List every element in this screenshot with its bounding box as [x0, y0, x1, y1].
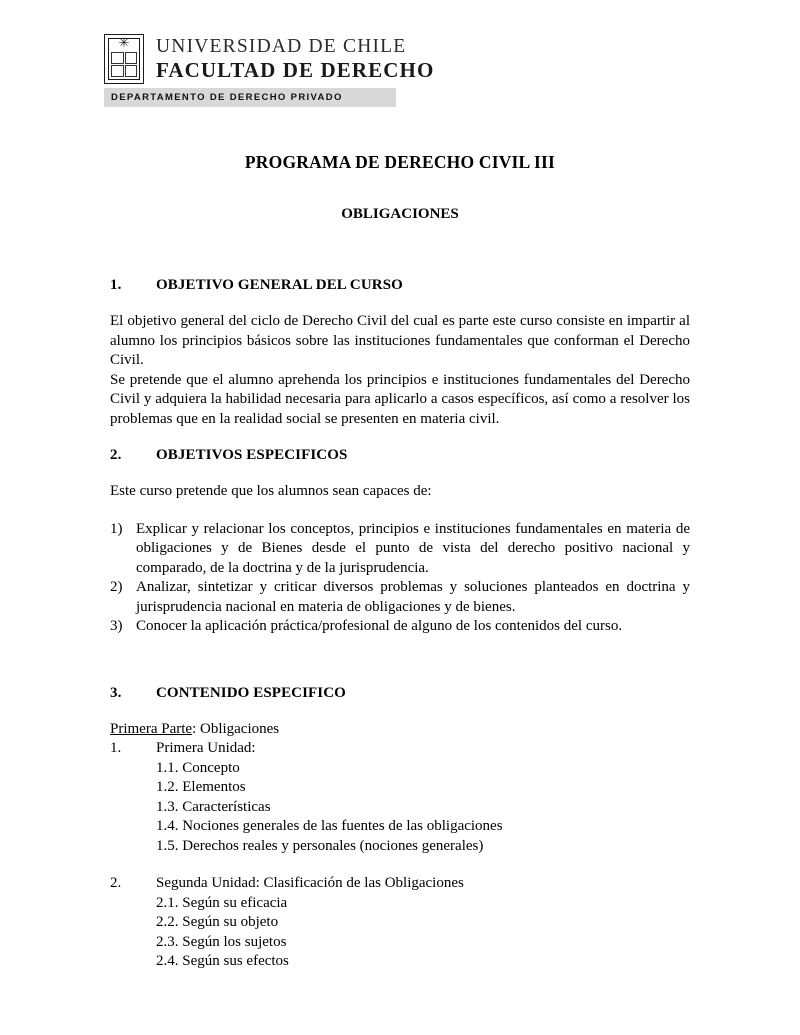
list-item [110, 578, 690, 617]
list-item-text: Analizar, sintetizar y criticar diversos problemas y soluciones planteados en doctrina y jurisprudencia nacional en materia de obligaciones y de bienes. [136, 579, 690, 615]
unit-subitem: 1.5. Derechos reales y personales (nociones generales) [156, 837, 484, 854]
section-heading [110, 277, 690, 294]
part-label-row [110, 720, 690, 740]
section-number: 2. [110, 447, 122, 463]
unit-subitem: 2.4. Según sus efectos [156, 953, 289, 969]
section-number: 3. [110, 684, 122, 701]
unit-subitem: 2.1. Según su eficacia [156, 894, 288, 911]
section-title: OBJETIVO GENERAL DEL CURSO [156, 277, 403, 293]
page-title: PROGRAMA DE DERECHO CIVIL III [244, 152, 556, 172]
part-label-rest: : Obligaciones [192, 720, 280, 737]
list-item-text: Explicar y relacionar los conceptos, principios e instituciones fundamentales en materia de obligaciones y de Bienes desde el punto de vista del derecho positivo nacional y comparado, de la doctrina y de la jurisprudencia. [136, 520, 690, 576]
section-heading [110, 685, 690, 702]
section-heading [110, 447, 690, 464]
crest-quarter [125, 65, 138, 77]
document-body [110, 150, 690, 972]
unit-subitem: 1.3. Características [156, 798, 271, 815]
unit-subitem: 2.2. Según su objeto [156, 914, 279, 930]
part-label: Primera Parte [110, 720, 193, 737]
unit-title: Primera Unidad: [156, 740, 256, 756]
list-item [110, 617, 690, 637]
list-marker: 1) [110, 520, 123, 537]
unit-row [110, 739, 690, 759]
paragraph: El objetivo general del ciclo de Derecho Civil del cual es parte este curso consiste en impartir al alumno los principios básicos sobre las instituciones fundamentales que conforman el Derecho Civil. [110, 313, 690, 368]
unit-number: 1. [110, 740, 122, 756]
unit-subitem: 1.2. Elementos [156, 779, 246, 795]
list-item [110, 520, 690, 579]
crest-quarter [125, 52, 138, 64]
section-number: 1. [110, 277, 122, 293]
university-crest-icon [104, 34, 144, 84]
section-objetivo-general [110, 277, 690, 429]
letterhead-row [104, 34, 435, 84]
letterhead [104, 34, 435, 107]
unit-subitem: 1.1. Concepto [156, 759, 240, 776]
list-marker: 2) [110, 579, 123, 595]
crest-quarters [111, 52, 137, 77]
page-subtitle: OBLIGACIONES [341, 206, 459, 222]
section-objetivos-especificos [110, 447, 690, 637]
crest-quarter [111, 52, 124, 64]
section-title: CONTENIDO ESPECIFICO [156, 684, 346, 701]
list-item-text: Conocer la aplicación práctica/profesional de alguno de los contenidos del curso. [136, 618, 623, 634]
faculty-name: FACULTAD DE DERECHO [156, 58, 435, 82]
section-title: OBJETIVOS ESPECIFICOS [156, 447, 348, 463]
department-banner: DEPARTAMENTO DE DERECHO PRIVADO [104, 88, 396, 107]
list-marker: 3) [110, 618, 123, 634]
unit-title: Segunda Unidad: Clasificación de las Obligaciones [156, 875, 464, 891]
unit-number: 2. [110, 875, 122, 891]
crest-star-icon: ✳ [118, 35, 130, 50]
section-contenido-especifico [110, 685, 690, 972]
crest-quarter [111, 65, 124, 77]
letterhead-text [156, 34, 434, 83]
unit-row [110, 874, 690, 894]
unit-subitem: 2.3. Según los sujetos [156, 933, 287, 950]
section-intro: Este curso pretende que los alumnos sean capaces de: [110, 483, 432, 499]
objectives-list [110, 520, 690, 637]
unit-subitem: 1.4. Nociones generales de las fuentes de las obligaciones [156, 818, 503, 834]
university-name: UNIVERSIDAD DE CHILE [156, 36, 407, 57]
paragraph: Se pretende que el alumno aprehenda los principios e instituciones fundamentales del Derecho Civil y adquiera la habilidad necesaria para aplicarlo a casos específicos, así como a resolver los problemas que en la realidad social se presenten en materia civil. [110, 371, 690, 427]
